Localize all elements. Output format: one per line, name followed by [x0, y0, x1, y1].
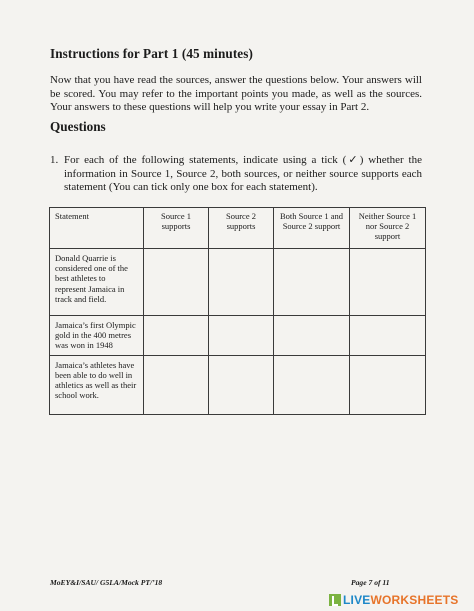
liveworksheets-check-icon	[329, 594, 341, 606]
header-source-1: Source 1 supports	[144, 208, 209, 249]
tick-box-source-2[interactable]	[209, 249, 274, 316]
tick-box-neither[interactable]	[350, 355, 426, 414]
header-statement: Statement	[50, 208, 144, 249]
statement-cell: Jamaica’s athletes have been able to do well in athletics as well as their school work.	[50, 355, 144, 414]
header-neither-source: Neither Source 1 nor Source 2 support	[350, 208, 426, 249]
table-header-row	[50, 208, 426, 249]
table-row	[50, 316, 426, 356]
statement-cell: Jamaica’s first Olympic gold in the 400 metres was won in 1948	[50, 316, 144, 356]
logo-text-live: LIVE	[343, 593, 371, 607]
footer-page-number: Page 7 of 11	[351, 578, 390, 587]
tick-box-source-2[interactable]	[209, 355, 274, 414]
tick-box-neither[interactable]	[350, 249, 426, 316]
header-source-2: Source 2 supports	[209, 208, 274, 249]
intro-paragraph: Now that you have read the sources, answer the questions below. Your answers will be scored. You may refer to the important points you made, as well as the sources. Your answers to these questions will help you write your essay in Part 2.	[50, 74, 422, 114]
logo-text-worksheets: WORKSHEETS	[370, 593, 459, 607]
question-text: For each of the following statements, indicate using a tick (✓) whether the information in Source 1, Source 2, both sources, or neither source supports each statement (You can tick only one box for each statement).	[64, 154, 422, 194]
tick-box-both[interactable]	[274, 316, 350, 356]
tick-box-source-1[interactable]	[144, 355, 209, 414]
tick-box-both[interactable]	[274, 249, 350, 316]
statement-cell: Donald Quarrie is considered one of the best athletes to represent Jamaica in track and field.	[50, 249, 144, 316]
tick-box-both[interactable]	[274, 355, 350, 414]
instructions-heading: Instructions for Part 1 (45 minutes)	[50, 46, 253, 61]
sources-table	[49, 207, 426, 415]
tick-box-source-1[interactable]	[144, 249, 209, 316]
header-both-sources: Both Source 1 and Source 2 support	[274, 208, 350, 249]
table-row	[50, 355, 426, 414]
footer-code: MoEY&I/SAU/ G5LA/Mock PT/’18	[50, 578, 163, 587]
liveworksheets-logo[interactable]	[329, 593, 459, 607]
table-row	[50, 249, 426, 316]
tick-box-source-2[interactable]	[209, 316, 274, 356]
tick-box-source-1[interactable]	[144, 316, 209, 356]
question-number: 1.	[50, 154, 59, 166]
tick-box-neither[interactable]	[350, 316, 426, 356]
questions-heading: Questions	[50, 119, 106, 134]
